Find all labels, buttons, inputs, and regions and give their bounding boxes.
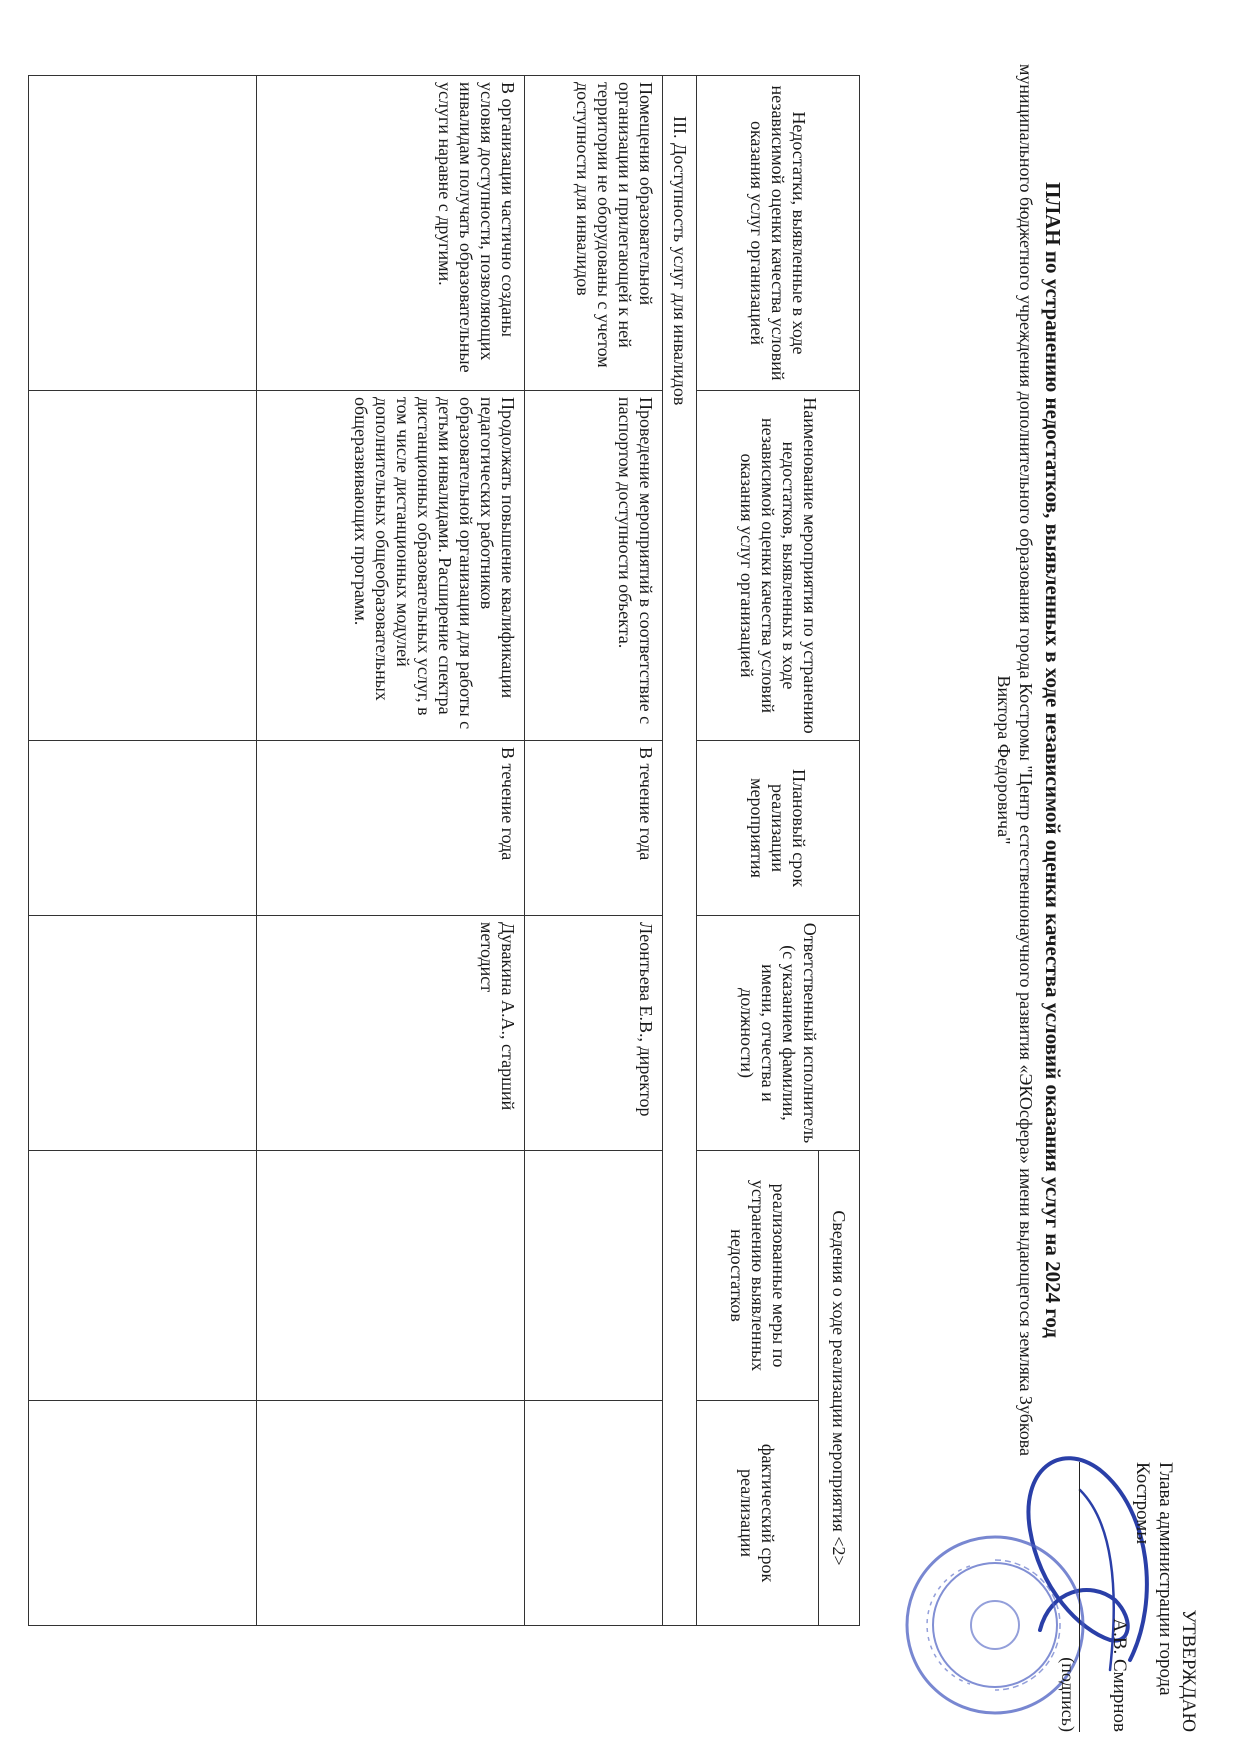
cell-deadline: В течение года: [525, 741, 663, 916]
plan-table: [28, 75, 860, 1626]
signature-line: [1079, 1462, 1104, 1732]
approval-heading: УТВЕРЖДАЮ: [1178, 1609, 1199, 1732]
section-title: III. Доступность услуг для инвалидов: [663, 76, 697, 1626]
cell-actual: [257, 1401, 525, 1626]
table-row: [525, 76, 663, 1626]
cell-implemented: [29, 1151, 257, 1401]
header-responsible: Ответственный исполнитель (с указанием фамилии, имени, отчества и должности): [697, 916, 860, 1151]
cell-implemented: [257, 1151, 525, 1401]
header-progress-group: Сведения о ходе реализации мероприятия <2>: [819, 1151, 860, 1626]
approval-position: Глава администрации города Костромы: [1132, 1462, 1176, 1696]
cell-responsible: Дувакина А.А., старший методист: [257, 916, 525, 1151]
cell-deficiency: [29, 76, 257, 391]
header-deficiencies: Недостатки, выявленные в ходе независимой оценки качества условий оказания услуг организацией: [697, 76, 860, 391]
table-header-row: [819, 76, 860, 1626]
signature-note: (подпись): [1058, 1657, 1078, 1732]
cell-deficiency: В организации частично созданы условия доступности, позволяющих инвалидам получать образовательные услуги наравне с другими.: [257, 76, 525, 391]
document-subtitle: муниципального бюджетного учреждения дополнительного образования города Костромы "Центр естественнонаучного развития «ЭКОсфера» имени выдающегося земляка Зубкова Виктора Федоровича": [994, 64, 1036, 1456]
header-measure: Наименование мероприятия по устранению недостатков, выявленных в ходе независимой оценки качества условий оказания услуг организацией: [697, 391, 860, 741]
approval-block: [1056, 1462, 1200, 1732]
approval-name: А.В. Смирнов: [1109, 1618, 1130, 1732]
table-row: [257, 76, 525, 1626]
cell-actual: [29, 1401, 257, 1626]
cell-deficiency: Помещения образовательной организации и прилегающей к ней территории не оборудованы с учетом доступности для инвалидов: [525, 76, 663, 391]
cell-measure: [29, 391, 257, 741]
section-row: [663, 76, 697, 1626]
header-actual-deadline: фактический срок реализации: [697, 1401, 819, 1626]
cell-deadline: В течение года: [257, 741, 525, 916]
cell-deadline: [29, 741, 257, 916]
cell-actual: [525, 1401, 663, 1626]
cell-measure: Проведение мероприятий в соответствие с паспортом доступности объекта.: [525, 391, 663, 741]
table-row: [29, 76, 257, 1626]
cell-implemented: [525, 1151, 663, 1401]
header-implemented: реализованные меры по устранению выявленных недостатков: [697, 1151, 819, 1401]
cell-responsible: [29, 916, 257, 1151]
document-title: ПЛАН по устранению недостатков, выявленных в ходе независимой оценки качества условий оказания услуг на 2024 год: [1041, 182, 1065, 1338]
header-deadline: Плановый срок реализации мероприятия: [697, 741, 860, 916]
cell-responsible: Леонтьева Е.В., директор: [525, 916, 663, 1151]
cell-measure: Продолжать повышение квалификации педагогических работников образовательной организации для работы с детьми инвалидами. Расширение спектра дистанционных образовательных услуг, в том числе дистанционных модулей дополнительных общеобразовательных общеразвивающих программ.: [257, 391, 525, 741]
